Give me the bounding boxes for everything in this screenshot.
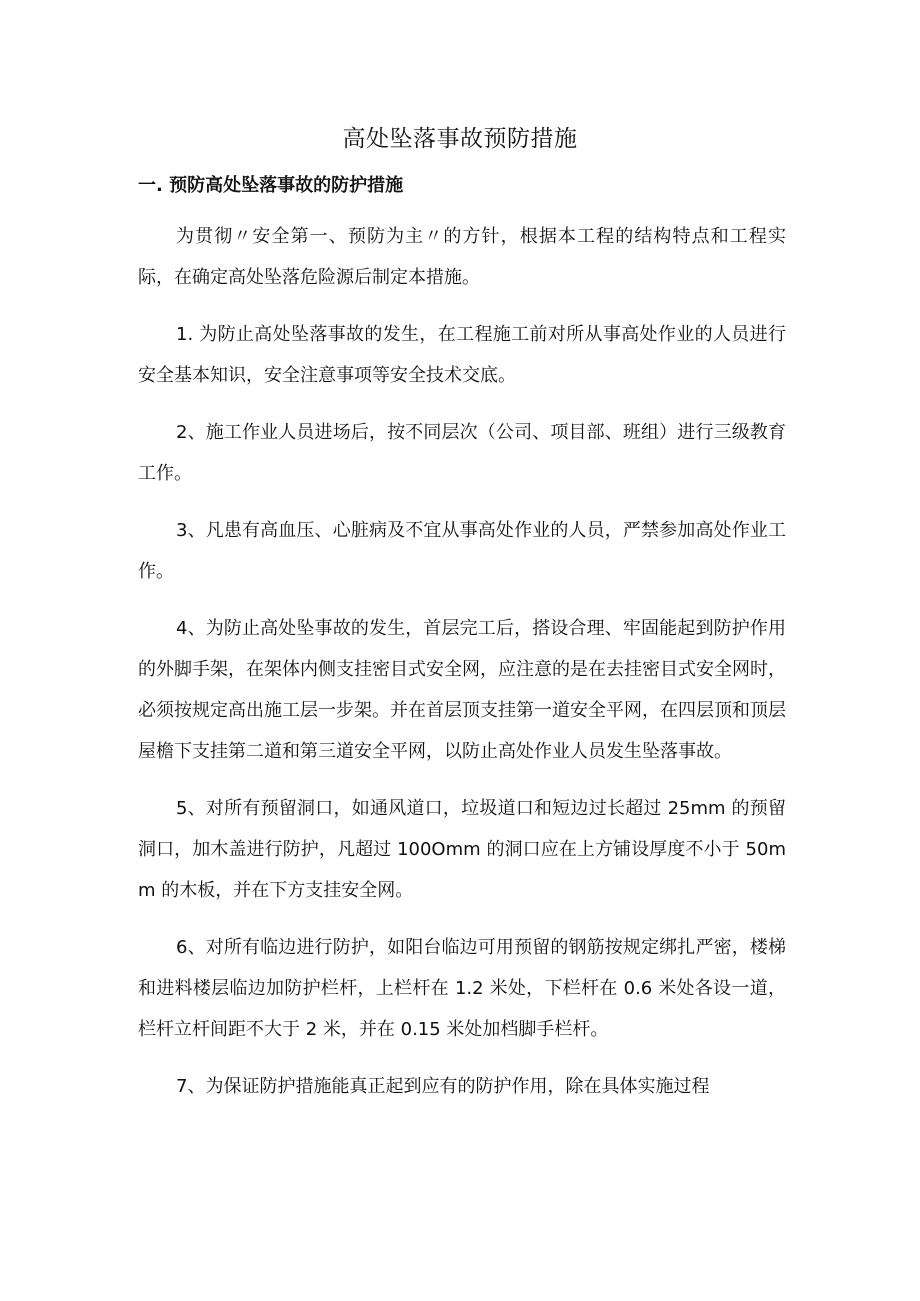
paragraph-item-1: 1. 为防止高处坠落事故的发生，在工程施工前对所从事高处作业的人员进行安全基本知识，安全注意事项等安全技术交底。 [138,324,786,386]
paragraph-item-6: 6、对所有临边进行防护，如阳台临边可用预留的钢筋按规定绑扎严密，楼梯和进料楼层临边加防护栏杆，上栏杆在 1.2 米处，下栏杆在 0.6 米处各设一道，栏杆立杆间距不大于 2 米，并在 0.15 米处加档脚手栏杆。 [138,937,786,1040]
paragraph-item-2: 2、施工作业人员进场后，按不同层次（公司、项目部、班组）进行三级教育工作。 [138,422,786,484]
paragraph-item-5: 5、对所有预留洞口，如通风道口，垃圾道口和短边过长超过 25mm 的预留洞口，加木盖进行防护，凡超过 100Omm 的洞口应在上方铺设厚度不小于 50mm 的木板，并在下方支挂安全网。 [138,798,786,901]
paragraph-item-3: 3、凡患有高血压、心脏病及不宜从事高处作业的人员，严禁参加高处作业工作。 [138,520,786,582]
paragraph-item-4: 4、为防止高处坠事故的发生，首层完工后，搭设合理、牢固能起到防护作用的外脚手架，在架体内侧支挂密目式安全网，应注意的是在去挂密目式安全网时，必须按规定高出施工层一步架。并在首层顶支挂第一道安全平网，在四层顶和顶层屋檐下支挂第二道和第三道安全平网，以防止高处作业人员发生坠落事故。 [138,618,786,762]
section-heading: 一. 预防高处坠落事故的防护措施 [138,175,404,196]
paragraph-item-7: 7、为保证防护措施能真正起到应有的防护作用，除在具体实施过程 [176,1076,710,1097]
document-body [138,216,786,1123]
document-title: 高处坠落事故预防措施 [342,126,578,152]
paragraph-intro: 为贯彻〃安全第一、预防为主〃的方针，根据本工程的结构特点和工程实际，在确定高处坠落危险源后制定本措施。 [138,226,786,288]
